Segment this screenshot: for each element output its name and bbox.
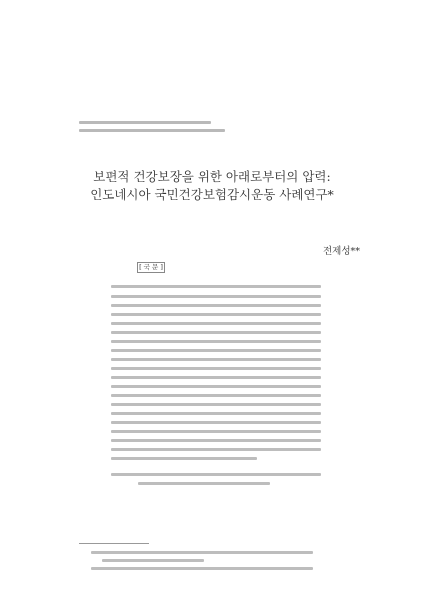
text-line — [111, 430, 321, 433]
text-line — [111, 376, 321, 379]
paper-title-line-1: 보편적 건강보장을 위한 아래로부터의 압력: — [93, 169, 331, 184]
journal-citation-line — [79, 121, 211, 124]
text-line — [111, 358, 321, 361]
text-line — [111, 457, 257, 460]
text-line — [102, 559, 204, 562]
text-line — [111, 304, 321, 307]
text-line — [111, 394, 321, 397]
footnote-divider — [79, 543, 149, 544]
text-line — [111, 412, 321, 415]
text-line — [111, 313, 321, 316]
text-line — [111, 421, 321, 424]
text-line — [111, 331, 321, 334]
text-line — [111, 295, 321, 298]
text-line — [111, 285, 321, 288]
text-line — [111, 367, 321, 370]
doi-line — [79, 129, 225, 132]
paper-title-line-2: 인도네시아 국민건강보험감시운동 사례연구* — [90, 187, 334, 202]
text-line — [111, 340, 321, 343]
text-line — [111, 403, 321, 406]
author-name: 전제성** — [322, 246, 360, 257]
text-line — [91, 567, 313, 570]
text-line — [91, 551, 313, 554]
text-line — [111, 439, 321, 442]
text-line — [111, 448, 321, 451]
text-line — [138, 482, 270, 485]
abstract-label: [ 국 문 ] — [137, 262, 165, 273]
text-line — [111, 322, 321, 325]
text-line — [111, 349, 321, 352]
text-line — [111, 385, 321, 388]
text-line — [111, 473, 321, 476]
